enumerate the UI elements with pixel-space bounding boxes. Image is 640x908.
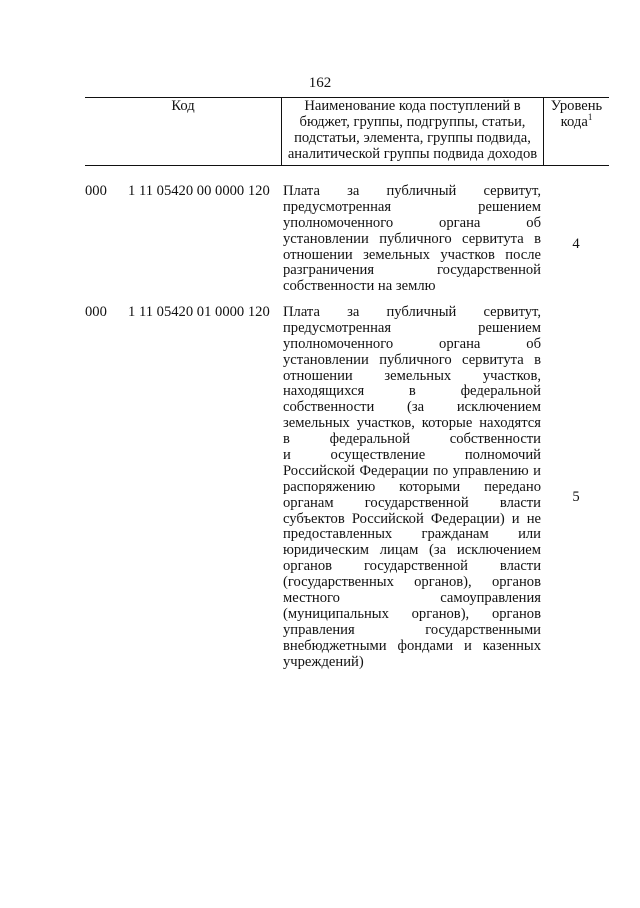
row-description	[283, 305, 541, 670]
admin-code: 000	[85, 183, 107, 199]
description-line: установлении публичного сервитута в	[283, 230, 541, 247]
header-level-footnote: 1	[587, 111, 593, 122]
description-line: местного самоуправления	[283, 590, 541, 607]
description-line: собственности (за исключением	[283, 399, 541, 416]
description-line: предусмотренная решением	[283, 198, 541, 215]
row-description	[283, 184, 541, 295]
header-level	[544, 98, 609, 166]
description-line: находящихся в федеральной	[283, 383, 541, 400]
description-line: предоставленных гражданам или	[283, 526, 541, 543]
description-line: отношении земельных участков после	[283, 246, 541, 263]
description-line: отношении земельных участков,	[283, 367, 541, 384]
header-level-label: Уровень кода	[550, 98, 603, 130]
description-line: земельных участков, которые находятся	[283, 415, 541, 432]
description-line: предусмотренная решением	[283, 319, 541, 336]
table-header	[85, 97, 609, 166]
description-line: собственности на землю	[283, 278, 436, 295]
page-number: 162	[308, 75, 332, 91]
description-line: субъектов Российской Федерации) и не	[283, 510, 541, 527]
description-line: уполномоченного органа об	[283, 335, 541, 352]
description-line: Российской Федерации по управлению и	[283, 462, 541, 479]
description-line: Плата за публичный сервитут,	[283, 304, 541, 320]
revenue-code: 1 11 05420 01 0000 120	[128, 304, 270, 320]
description-line: органам государственной власти	[283, 494, 541, 511]
description-line: установлении публичного сервитута в	[283, 351, 541, 368]
description-line: юридическим лицам (за исключением	[283, 542, 541, 559]
description-line: разграничения государственной	[283, 262, 541, 279]
admin-code: 000	[85, 304, 107, 320]
description-line: в федеральной собственности	[283, 431, 541, 448]
description-line: распоряжению которыми передано	[283, 478, 541, 495]
description-line: уполномоченного органа об	[283, 214, 541, 231]
code-level: 5	[572, 489, 580, 505]
revenue-code: 1 11 05420 00 0000 120	[128, 183, 270, 199]
header-name: Наименование кода поступлений в бюджет, группы, подгруппы, статьи, подстатьи, элемента, группы подвида, аналитической группы подвида доходов	[282, 98, 544, 166]
description-line: органов государственной власти	[283, 558, 541, 575]
header-code: Код	[85, 98, 282, 166]
description-line: внебюджетными фондами и казенных	[283, 637, 541, 654]
description-line: Плата за публичный сервитут,	[283, 183, 541, 199]
description-line: (государственных органов), органов	[283, 574, 541, 591]
description-line: (муниципальных органов), органов	[283, 605, 541, 622]
description-line: управления государственными	[283, 621, 541, 638]
code-level: 4	[572, 236, 580, 252]
description-line: и осуществление полномочий	[283, 447, 541, 464]
description-line: учреждений)	[283, 653, 364, 670]
